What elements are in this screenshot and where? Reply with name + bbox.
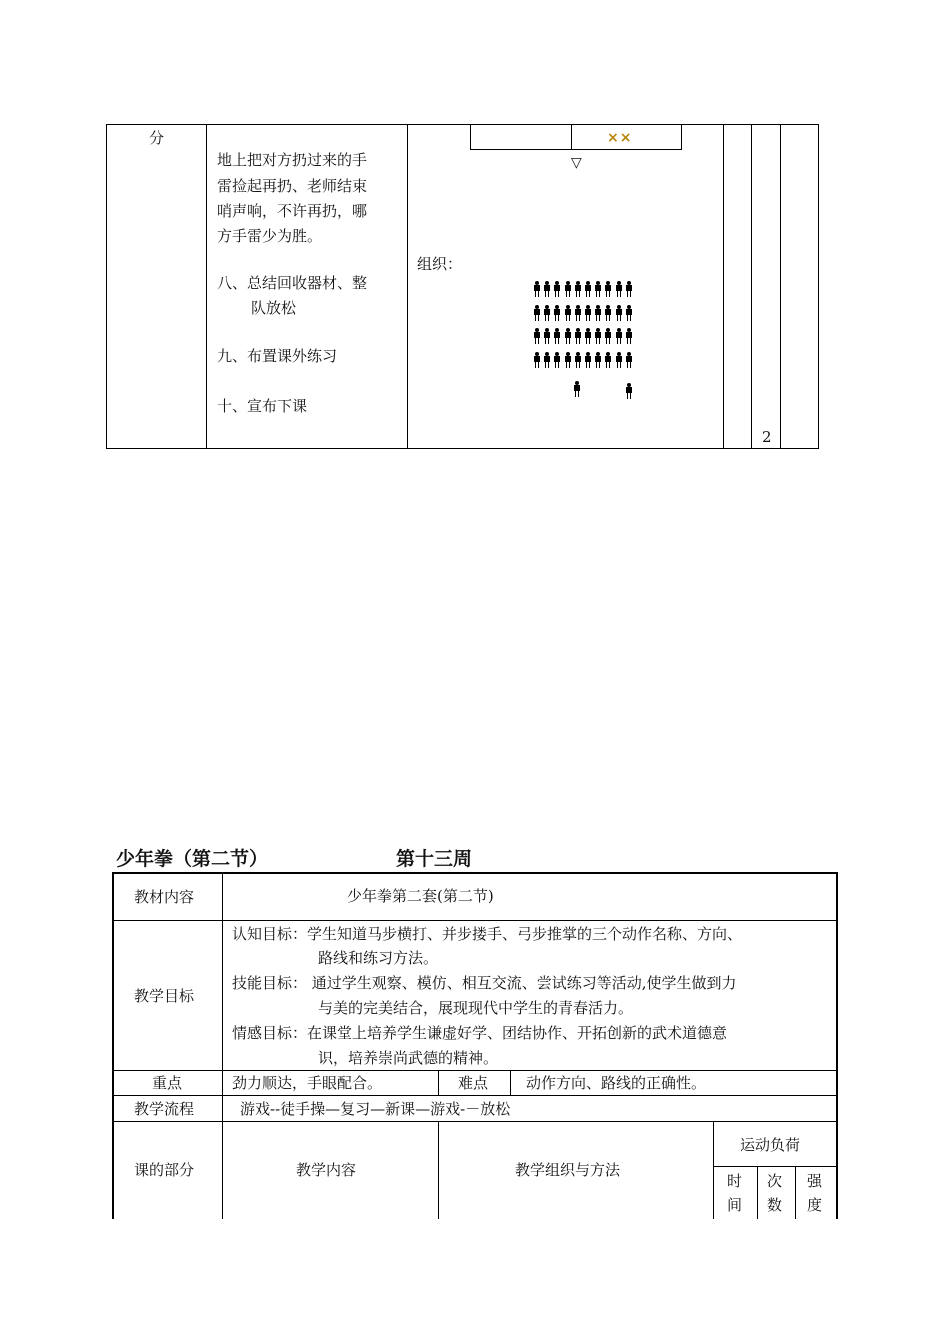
item-8-line2: 队放松 <box>251 299 297 317</box>
student-icon <box>605 281 611 297</box>
student-icon <box>534 328 540 344</box>
time-header: 时 <box>727 1172 743 1190</box>
table-border <box>106 124 107 449</box>
student-icon <box>616 352 622 368</box>
method-header: 教学组织与方法 <box>515 1161 621 1179</box>
student-icon <box>544 328 550 344</box>
table-border <box>112 1121 838 1122</box>
goal-emotion-cont: 识，培养崇尚武德的精神。 <box>318 1049 499 1067</box>
content-header: 教学内容 <box>296 1161 357 1179</box>
student-icon <box>565 328 571 344</box>
difficulty-value: 动作方向、路线的正确性。 <box>526 1074 707 1092</box>
table-border <box>106 448 818 449</box>
lesson-title: 少年拳（第二节） <box>116 848 269 870</box>
table-border <box>751 124 752 449</box>
table-border <box>713 1166 837 1167</box>
count-value: 2 <box>762 428 772 446</box>
table-border <box>106 124 818 125</box>
student-icon <box>565 281 571 297</box>
student-icon <box>616 281 622 297</box>
item-10: 十、宣布下课 <box>217 397 308 415</box>
teacher-triangle-icon: ▽ <box>571 155 582 171</box>
student-icon <box>585 328 591 344</box>
goal-skill-cont: 与美的完美结合，展现现代中学生的青春活力。 <box>318 999 634 1017</box>
table-border <box>112 872 114 1219</box>
content-line: 方手雷少为胜。 <box>217 227 323 245</box>
time-header-2: 间 <box>727 1196 743 1214</box>
student-icon <box>626 328 632 344</box>
flow-value: 游戏--徒手操—复习—新课—游戏-－放松 <box>240 1100 511 1118</box>
student-icon <box>554 281 560 297</box>
table-border <box>713 1121 714 1219</box>
lesson-week: 第十三周 <box>396 848 473 870</box>
intensity-header-2: 度 <box>807 1196 823 1214</box>
part-header: 课的部分 <box>134 1161 195 1179</box>
table-border <box>438 1070 439 1095</box>
student-icon <box>565 352 571 368</box>
student-icon <box>534 352 540 368</box>
count-header: 次 <box>767 1172 783 1190</box>
content-line: 地上把对方扔过来的手 <box>217 151 368 169</box>
field-diagram-divider <box>571 125 572 150</box>
goal-label: 教学目标 <box>134 987 195 1005</box>
organization-label: 组织： <box>417 255 463 273</box>
student-icon <box>534 281 540 297</box>
student-icon <box>544 281 550 297</box>
student-icon <box>574 381 580 397</box>
table-border <box>510 1070 511 1095</box>
student-icon <box>585 352 591 368</box>
student-icon <box>595 352 601 368</box>
student-icon <box>554 305 560 321</box>
marks-icon: ×× <box>607 130 633 146</box>
student-icon <box>616 328 622 344</box>
intensity-header: 强 <box>807 1172 823 1190</box>
student-icon <box>575 305 581 321</box>
student-icon <box>575 328 581 344</box>
student-icon <box>554 352 560 368</box>
table-border <box>780 124 781 449</box>
table-border <box>112 1095 838 1096</box>
table-border <box>206 124 207 449</box>
count-header-2: 数 <box>767 1196 783 1214</box>
table-border <box>818 124 819 449</box>
student-icon <box>595 305 601 321</box>
table-border <box>112 872 838 874</box>
student-icon <box>585 305 591 321</box>
material-value: 少年拳第二套(第二节) <box>347 887 494 905</box>
student-icon <box>585 281 591 297</box>
goal-skill: 技能目标： 通过学生观察、模仿、相互交流、尝试练习等活动,使学生做到力 <box>232 974 737 992</box>
content-line: 雷捡起再扔、老师结束 <box>217 177 368 195</box>
field-diagram-box <box>470 125 682 150</box>
student-icon <box>605 305 611 321</box>
item-8-line1: 八、总结回收器材、整 <box>217 274 368 292</box>
student-icon <box>605 352 611 368</box>
student-icon <box>544 352 550 368</box>
student-icon <box>565 305 571 321</box>
table-border <box>407 124 408 449</box>
section-label: 分 <box>149 129 165 147</box>
load-header: 运动负荷 <box>740 1136 801 1154</box>
goal-cognitive: 认知目标：学生知道马步横打、并步搂手、弓步推掌的三个动作名称、方向、 <box>232 925 743 943</box>
content-line: 哨声响，不许再扔，哪 <box>217 202 368 220</box>
student-icon <box>616 305 622 321</box>
flow-label: 教学流程 <box>134 1100 195 1118</box>
table-border <box>222 872 223 1219</box>
key-label: 重点 <box>152 1074 183 1092</box>
table-border <box>723 124 724 449</box>
material-label: 教材内容 <box>134 888 195 906</box>
student-icon <box>554 328 560 344</box>
key-value: 劲力顺达，手眼配合。 <box>232 1074 383 1092</box>
goal-cognitive-cont: 路线和练习方法。 <box>318 949 439 967</box>
student-icon <box>575 352 581 368</box>
student-icon <box>544 305 550 321</box>
student-icon <box>626 383 632 399</box>
table-border <box>438 1121 439 1219</box>
student-icon <box>626 305 632 321</box>
student-icon <box>605 328 611 344</box>
table-border <box>795 1166 796 1219</box>
student-icon <box>534 305 540 321</box>
item-9: 九、布置课外练习 <box>217 347 338 365</box>
table-border <box>112 920 838 921</box>
difficulty-label: 难点 <box>458 1074 489 1092</box>
student-icon <box>595 328 601 344</box>
goal-emotion: 情感目标：在课堂上培养学生谦虚好学、团结协作、开拓创新的武术道德意 <box>232 1024 728 1042</box>
student-icon <box>626 281 632 297</box>
student-icon <box>626 352 632 368</box>
table-border <box>757 1166 758 1219</box>
student-icon <box>595 281 601 297</box>
student-icon <box>575 281 581 297</box>
